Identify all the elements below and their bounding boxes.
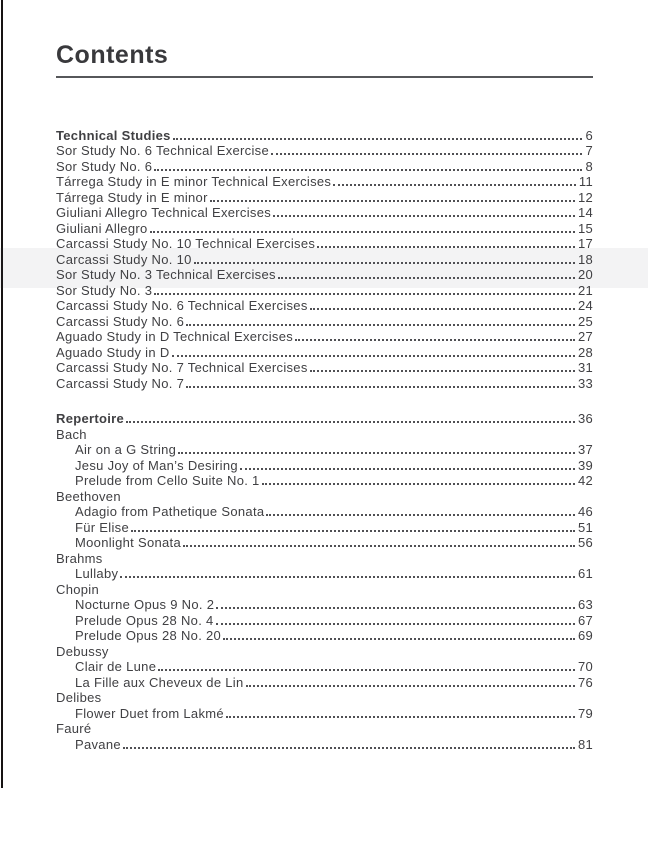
toc-entry-page: 8 [585,158,593,174]
dot-leader [150,231,575,233]
toc-entry [56,488,593,504]
toc-entry [56,143,593,159]
toc-entry-page: 67 [577,612,593,628]
toc-entry-page: 31 [577,360,593,375]
dot-leader [310,308,575,310]
toc-entry-label: Für Elise [75,519,129,535]
toc-entry [56,736,593,752]
toc-entry [56,566,593,582]
toc-entry [56,457,593,473]
dot-leader [223,638,575,640]
toc-entry-label: Aguado Study in D Technical Exercises [56,329,294,344]
dot-leader [273,215,575,217]
dot-leader [183,545,575,547]
dot-leader [178,452,575,454]
toc-entry-label: Flower Duet from Lakmé [75,705,224,721]
dot-leader [154,169,582,171]
toc-entry-page: 27 [577,329,593,344]
toc-entry [56,705,593,721]
toc-entry-label: Sor Study No. 3 Technical Exercises [56,267,276,282]
toc-entry-page: 79 [577,705,593,721]
toc-entry-label: Giuliani Allegro Technical Exercises [56,205,272,220]
toc-entry-page: 18 [577,251,593,267]
dot-leader [240,468,575,470]
toc-entry-label: Clair de Lune [75,659,157,674]
toc-entry-label: Prelude from Cello Suite No. 1 [75,473,260,488]
toc-entry-label: Brahms [56,550,103,566]
toc-entry-page: 46 [577,504,593,519]
dot-leader [172,355,575,357]
toc-entry-label: Giuliani Allegro [56,220,148,236]
toc-entry-label: Moonlight Sonata [75,535,181,550]
header [56,42,593,78]
title-rule [56,76,593,78]
toc [56,127,593,752]
toc-entry-label: Adagio from Pathetique Sonata [75,504,265,519]
dot-leader [126,421,575,423]
toc-entry [56,189,593,205]
toc-entry-page: 21 [577,282,593,298]
toc-entry-label: Carcassi Study No. 6 [56,313,185,329]
toc-entry-label: Lullaby [75,566,119,581]
toc-entry-label: Tárrega Study in E minor [56,189,208,205]
toc-entry-label: Debussy [56,643,109,659]
dot-leader [295,339,575,341]
toc-entry [56,158,593,174]
toc-entry [56,205,593,221]
dot-leader [333,184,576,186]
toc-entry-page: 69 [577,628,593,643]
toc-entry-label: Carcassi Study No. 7 Technical Exercises [56,360,308,375]
dot-leader [186,324,575,326]
toc-entry-page: 39 [577,457,593,473]
page-title: Contents [56,41,169,69]
toc-entry-page: 81 [577,736,593,752]
toc-entry [56,643,593,659]
toc-entry-label: Carcassi Study No. 10 Technical Exercises [56,236,316,251]
toc-entry-label: Air on a G String [75,442,177,457]
dot-leader [278,277,575,279]
toc-entry-page: 6 [585,127,593,143]
toc-entry [56,174,593,190]
toc-entry [56,442,593,458]
scan-edge-artifact [1,0,3,788]
toc-entry [56,504,593,520]
toc-entry-page: 36 [577,411,593,426]
toc-entry-page: 11 [578,174,593,189]
toc-entry-page: 7 [585,143,593,158]
dot-leader [194,262,575,264]
toc-entry [56,411,593,427]
toc-entry-page: 17 [577,236,593,251]
dot-leader [210,200,575,202]
dot-leader [317,246,575,248]
toc-entry-label: Bach [56,426,87,442]
dot-leader [120,576,575,578]
toc-entry-label: Aguado Study in D [56,344,170,360]
toc-entry-label: Sor Study No. 6 [56,158,153,174]
toc-entry-label: La Fille aux Cheveux de Lin [75,674,244,690]
dot-leader [186,386,575,388]
dot-leader [123,747,575,749]
toc-entry-label: Carcassi Study No. 10 [56,251,192,267]
toc-entry-page: 76 [577,674,593,690]
toc-entry-label: Tárrega Study in E minor Technical Exercises [56,174,332,189]
toc-entry [56,375,593,391]
toc-entry [56,344,593,360]
dot-leader [154,293,575,295]
toc-entry [56,535,593,551]
toc-entry-page: 12 [577,189,593,205]
toc-entry [56,127,593,143]
toc-section-repertoire [56,411,593,752]
toc-entry-label: Carcassi Study No. 6 Technical Exercises [56,298,308,313]
toc-entry-page: 70 [577,659,593,674]
toc-entry [56,597,593,613]
toc-entry-label: Beethoven [56,488,121,504]
dot-leader [173,138,583,140]
dot-leader [310,370,575,372]
toc-entry-page: 37 [577,442,593,457]
toc-entry [56,282,593,298]
toc-entry [56,674,593,690]
toc-entry-label: Prelude Opus 28 No. 4 [75,612,214,628]
toc-entry-label: Prelude Opus 28 No. 20 [75,628,222,643]
toc-entry [56,519,593,535]
dot-leader [216,623,575,625]
dot-leader [216,607,575,609]
toc-entry-label: Jesu Joy of Man’s Desiring [75,457,238,473]
toc-entry-label: Sor Study No. 6 Technical Exercise [56,143,270,158]
toc-entry [56,612,593,628]
toc-entry-page: 20 [577,267,593,282]
toc-entry [56,267,593,283]
toc-entry [56,298,593,314]
dot-leader [226,716,575,718]
toc-entry [56,581,593,597]
dot-leader [262,483,575,485]
dot-leader [131,530,575,532]
toc-entry [56,220,593,236]
toc-entry-label: Technical Studies [56,127,171,143]
toc-entry [56,251,593,267]
dot-leader [246,685,575,687]
toc-entry-page: 51 [577,519,593,535]
toc-entry-label: Pavane [75,736,121,752]
toc-entry-page: 42 [577,473,593,488]
toc-entry [56,550,593,566]
dot-leader [271,153,582,155]
toc-entry-page: 24 [577,298,593,313]
toc-entry [56,329,593,345]
toc-entry-page: 28 [577,344,593,360]
toc-entry-page: 15 [577,220,593,236]
toc-entry [56,628,593,644]
toc-entry-page: 61 [577,566,593,581]
dot-leader [158,669,575,671]
toc-entry [56,659,593,675]
toc-entry-label: Repertoire [56,411,125,426]
toc-entry-page: 14 [577,205,593,220]
toc-entry [56,473,593,489]
toc-entry-label: Nocturne Opus 9 No. 2 [75,597,215,612]
toc-entry [56,426,593,442]
toc-entry-label: Delibes [56,690,102,705]
toc-entry [56,690,593,706]
toc-entry [56,721,593,737]
toc-entry-label: Sor Study No. 3 [56,282,153,298]
toc-section-technical-studies [56,127,593,391]
toc-entry-page: 25 [577,313,593,329]
toc-entry-page: 56 [577,535,593,550]
toc-entry [56,360,593,376]
toc-entry-label: Chopin [56,581,99,597]
toc-entry-label: Carcassi Study No. 7 [56,375,185,391]
toc-entry-page: 63 [577,597,593,612]
toc-entry [56,313,593,329]
toc-entry [56,236,593,252]
dot-leader [266,514,575,516]
toc-entry-label: Fauré [56,721,92,736]
toc-entry-page: 33 [577,375,593,391]
